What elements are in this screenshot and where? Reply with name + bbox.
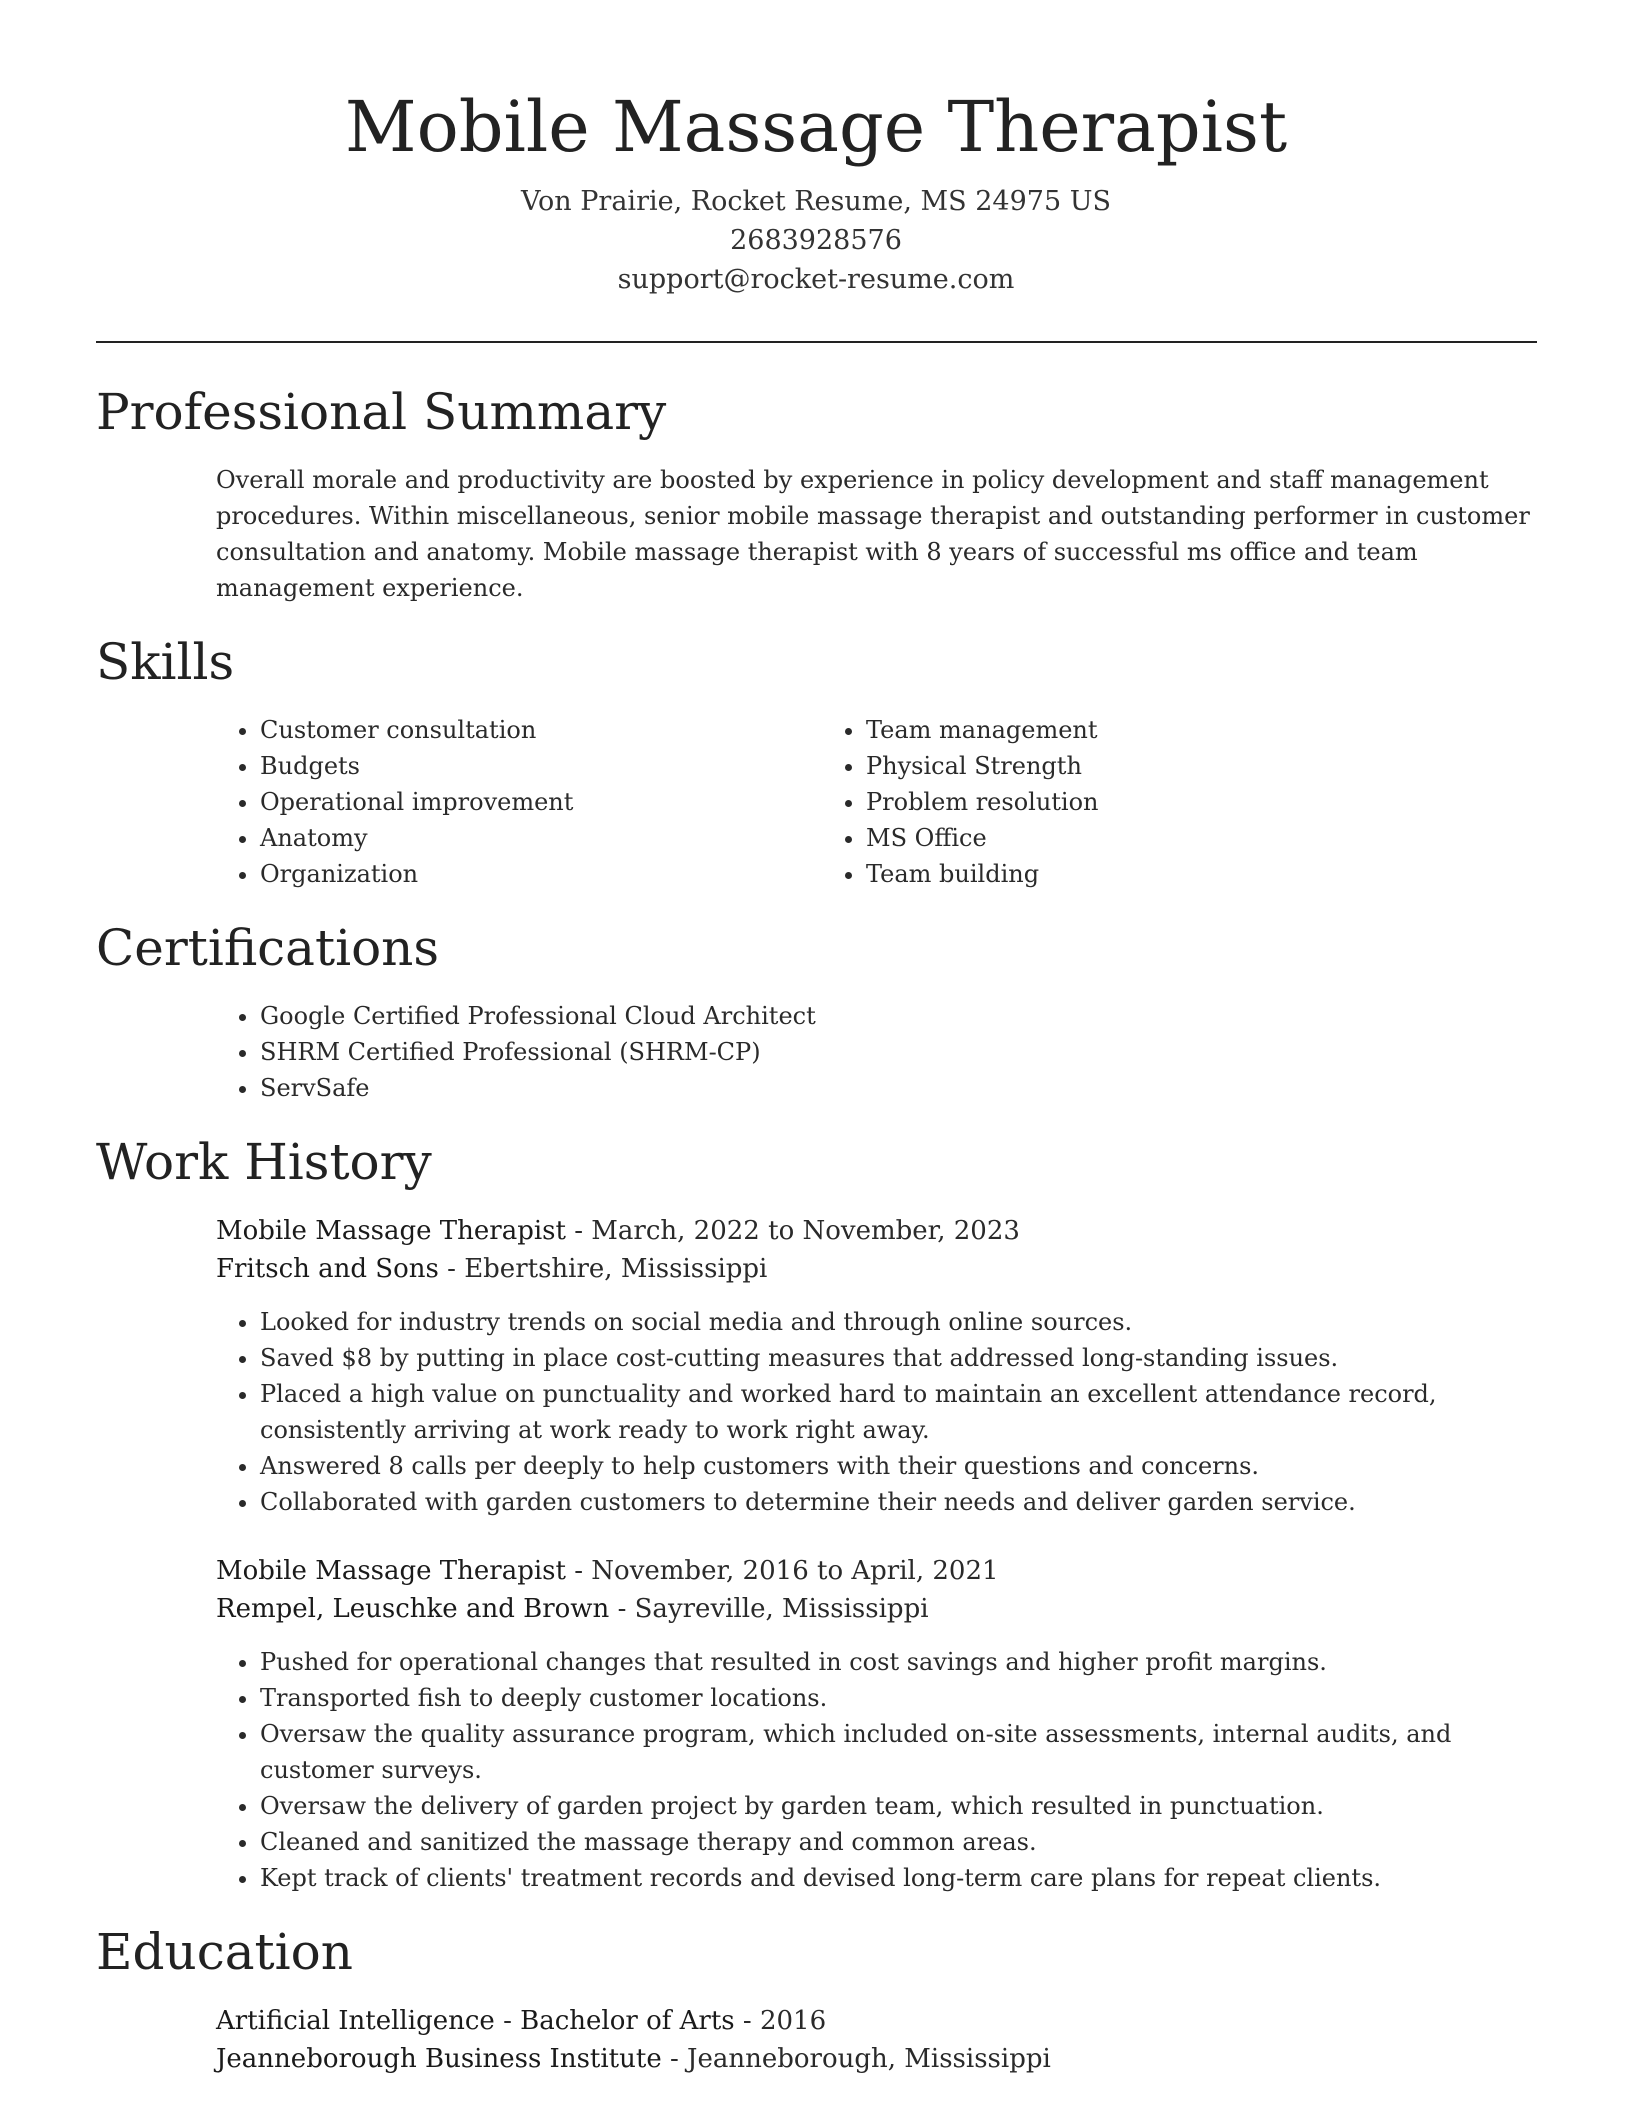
job-bullet: • Oversaw the delivery of garden project by garden team, which resulted in punctuation. [260,1788,1537,1824]
education-separator: - [669,2044,688,2074]
job-separator: - [574,1556,592,1586]
job-bullet: • Looked for industry trends on social media and through online sources. [260,1304,1537,1340]
job-company-line [216,1250,1537,1288]
contact-email: support@rocket-resume.com [617,264,1015,295]
job-bullet: • Cleaned and sanitized the massage therapy and common areas. [260,1824,1537,1860]
contact-phone: 2683928576 [730,225,902,256]
job-entry [216,1552,1537,1896]
job-bullet: • Oversaw the quality assurance program, which included on-site assessments, internal audits, and customer surveys. [260,1716,1537,1788]
job-dates: November, 2016 to April, 2021 [591,1556,999,1586]
job-title-line [216,1212,1537,1250]
header-divider [96,341,1537,343]
skill-item: • Organization [260,856,822,892]
job-company: Rempel, Leuschke and Brown [216,1594,610,1624]
education-degree-line [216,2002,1537,2040]
skills-list-left [216,712,822,892]
skills-title: Skills [96,633,235,691]
contact-address: Von Prairie, Rocket Resume, MS 24975 US [521,186,1111,217]
certifications-list [216,998,1537,1106]
certifications-title: Certifications [96,919,440,977]
education-title: Education [96,1923,353,1981]
job-role: Mobile Massage Therapist [216,1216,566,1246]
certifications-section [96,916,1537,1106]
skill-item: • Team building [866,856,1428,892]
skill-item: • Budgets [260,748,822,784]
education-separator: - [503,2006,521,2036]
job-role: Mobile Massage Therapist [216,1556,566,1586]
resume-header [0,82,1632,299]
work-history-section [96,1130,1537,1896]
resume-content [96,380,1537,2102]
skill-item: • Operational improvement [260,784,822,820]
skills-grid [216,712,1537,892]
summary-title: Professional Summary [96,383,667,441]
job-bullet: • Collaborated with garden customers to determine their needs and deliver garden service. [260,1484,1537,1520]
work-history-title: Work History [96,1133,432,1191]
education-location: Jeanneborough, Mississippi [687,2044,1051,2074]
skill-item: • Anatomy [260,820,822,856]
education-separator: - [742,2006,760,2036]
skill-item: • MS Office [866,820,1428,856]
skill-item: • Problem resolution [866,784,1428,820]
job-location: Ebertshire, Mississippi [464,1254,768,1284]
education-section [96,1920,1537,2078]
job-separator: - [447,1254,465,1284]
education-degree: Bachelor of Arts [520,2006,735,2036]
certification-item: • Google Certified Professional Cloud Architect [260,998,1537,1034]
job-bullet: • Transported fish to deeply customer locations. [260,1680,1537,1716]
summary-text: Overall morale and productivity are boosted by experience in policy development and staff management procedures. Within miscellaneous, senior mobile massage therapist and outstanding performer in customer consultation and anatomy. Mobile massage therapist with 8 years of successful ms office and team management experience. [216,466,1530,602]
job-bullet: • Placed a high value on punctuality and worked hard to maintain an excellent attendance record, consistently arriving at work ready to work right away. [260,1376,1537,1448]
skills-list-right [822,712,1428,892]
job-company-line [216,1590,1537,1628]
job-bullet: • Kept track of clients' treatment records and devised long-term care plans for repeat clients. [260,1860,1537,1896]
skill-item: • Physical Strength [866,748,1428,784]
job-separator: - [574,1216,592,1246]
job-bullet: • Saved $8 by putting in place cost-cutting measures that addressed long-standing issues. [260,1340,1537,1376]
job-bullet: • Answered 8 calls per deeply to help customers with their questions and concerns. [260,1448,1537,1484]
contact-block [0,182,1632,299]
job-company: Fritsch and Sons [216,1254,439,1284]
certification-item: • SHRM Certified Professional (SHRM-CP) [260,1034,1537,1070]
summary-section [96,380,1537,606]
job-title-line [216,1552,1537,1590]
job-location: Sayreville, Mississippi [634,1594,929,1624]
job-entry [216,1212,1537,1520]
education-year: 2016 [759,2006,827,2036]
job-separator: - [617,1594,635,1624]
education-school: Jeanneborough Business Institute [216,2044,662,2074]
skills-section [96,630,1537,892]
education-field: Artificial Intelligence [216,2006,495,2036]
job-bullet: • Pushed for operational changes that resulted in cost savings and higher profit margins. [260,1644,1537,1680]
education-entry [216,2002,1537,2078]
skill-item: • Team management [866,712,1428,748]
job-bullets [216,1644,1537,1896]
job-bullets [216,1304,1537,1520]
education-school-line [216,2040,1537,2078]
certification-item: • ServSafe [260,1070,1537,1106]
candidate-name: Mobile Massage Therapist [344,86,1288,168]
job-dates: March, 2022 to November, 2023 [591,1216,1020,1246]
skill-item: • Customer consultation [260,712,822,748]
